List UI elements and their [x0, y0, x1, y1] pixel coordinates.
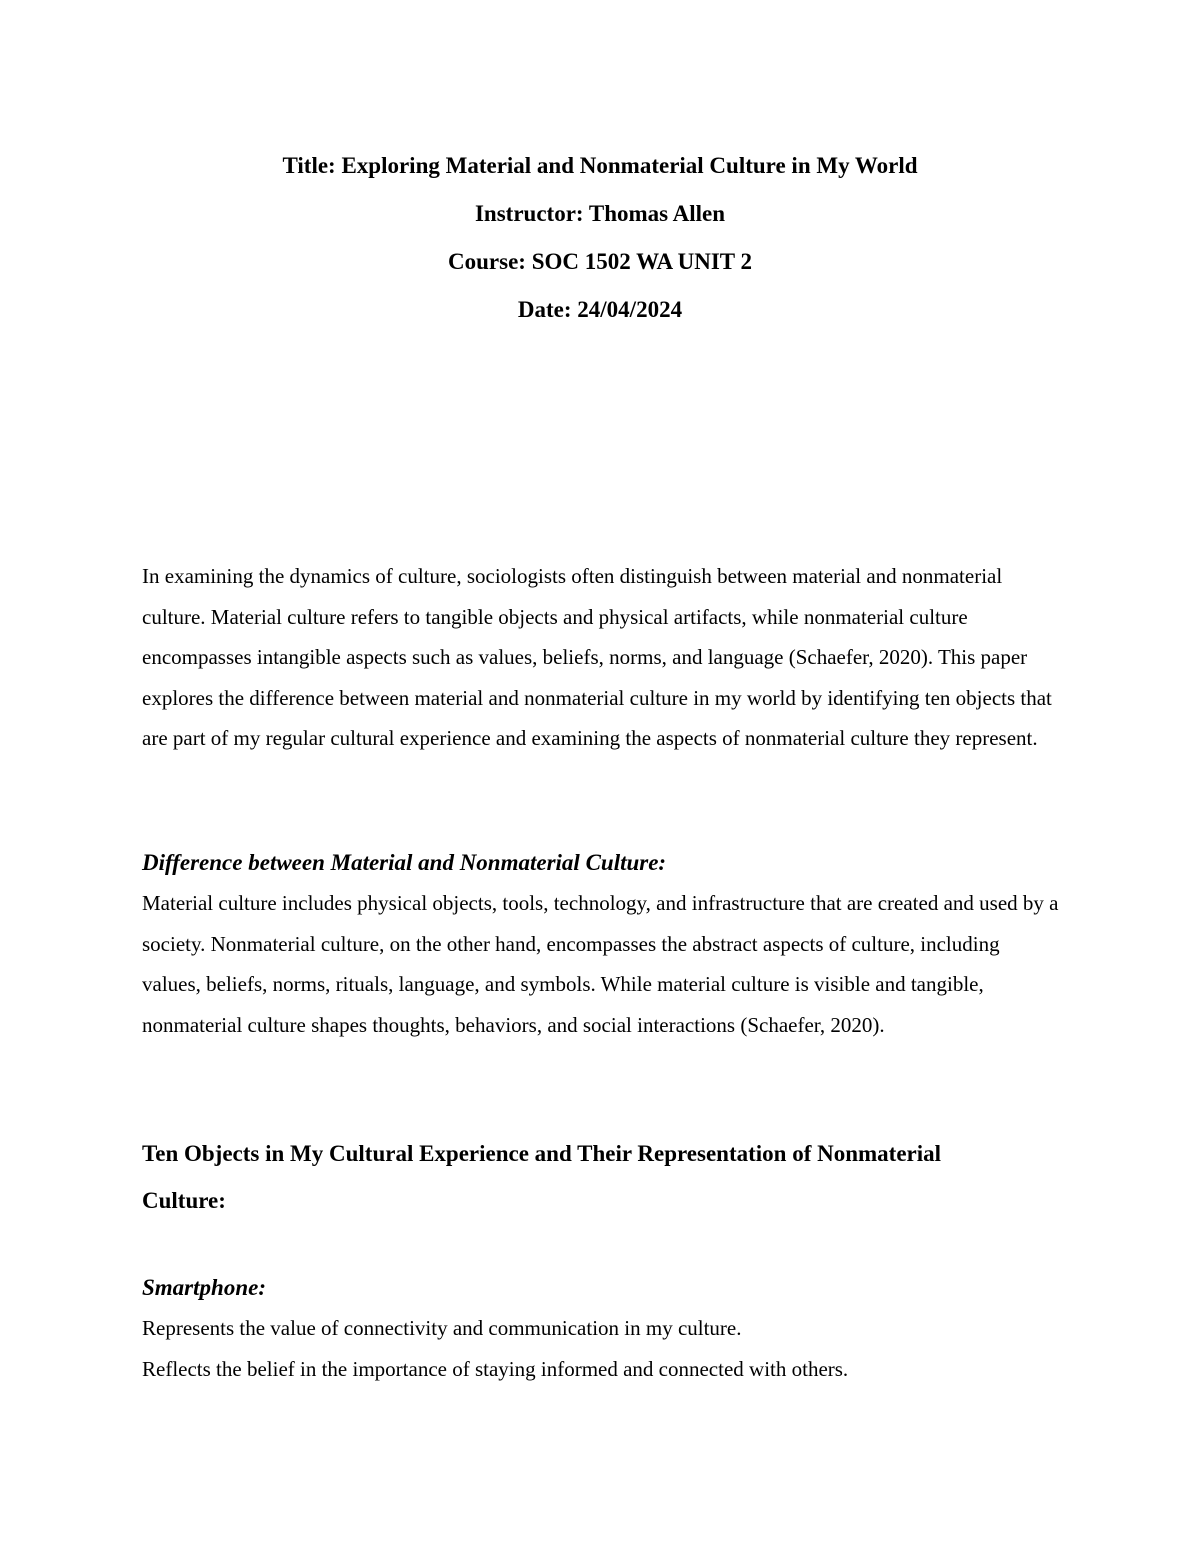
- difference-section: [142, 843, 1062, 1045]
- smartphone-line-1: Represents the value of connectivity and communication in my culture.: [142, 1316, 742, 1340]
- intro-paragraph: In examining the dynamics of culture, sociologists often distinguish between material and nonmaterial culture. Material culture refers to tangible objects and physical artifacts, while nonmaterial culture encompasses intangible aspects such as values, beliefs, norms, and language (Schaefer, 2020). This paper explores the difference between material and nonmaterial culture in my world by identifying ten objects that are part of my regular cultural experience and examining the aspects of nonmaterial culture they represent.: [142, 564, 1052, 750]
- difference-heading: Difference between Material and Nonmaterial Culture:: [142, 850, 667, 875]
- smartphone-item: [142, 1268, 1062, 1389]
- instructor-line: Instructor: Thomas Allen: [474, 201, 726, 226]
- objects-section: [142, 1130, 962, 1224]
- date-line: Date: 24/04/2024: [517, 297, 683, 322]
- smartphone-line-2: Reflects the belief in the importance of staying informed and connected with others.: [142, 1356, 849, 1381]
- smartphone-heading: Smartphone:: [142, 1275, 266, 1300]
- objects-heading: Ten Objects in My Cultural Experience and Their Representation of Nonmaterial Culture:: [142, 1141, 942, 1213]
- paper-title: Title: Exploring Material and Nonmaterial Culture in My World: [282, 153, 918, 178]
- intro-section: [142, 556, 1062, 759]
- title-block: [0, 142, 1200, 334]
- difference-paragraph: Material culture includes physical objects, tools, technology, and infrastructure that are created and used by a society. Nonmaterial culture, on the other hand, encompasses the abstract aspects of culture, including values, beliefs, norms, rituals, language, and symbols. While material culture is visible and tangible, nonmaterial culture shapes thoughts, behaviors, and social interactions (Schaefer, 2020).: [142, 891, 1059, 1037]
- course-line: Course: SOC 1502 WA UNIT 2: [448, 249, 752, 274]
